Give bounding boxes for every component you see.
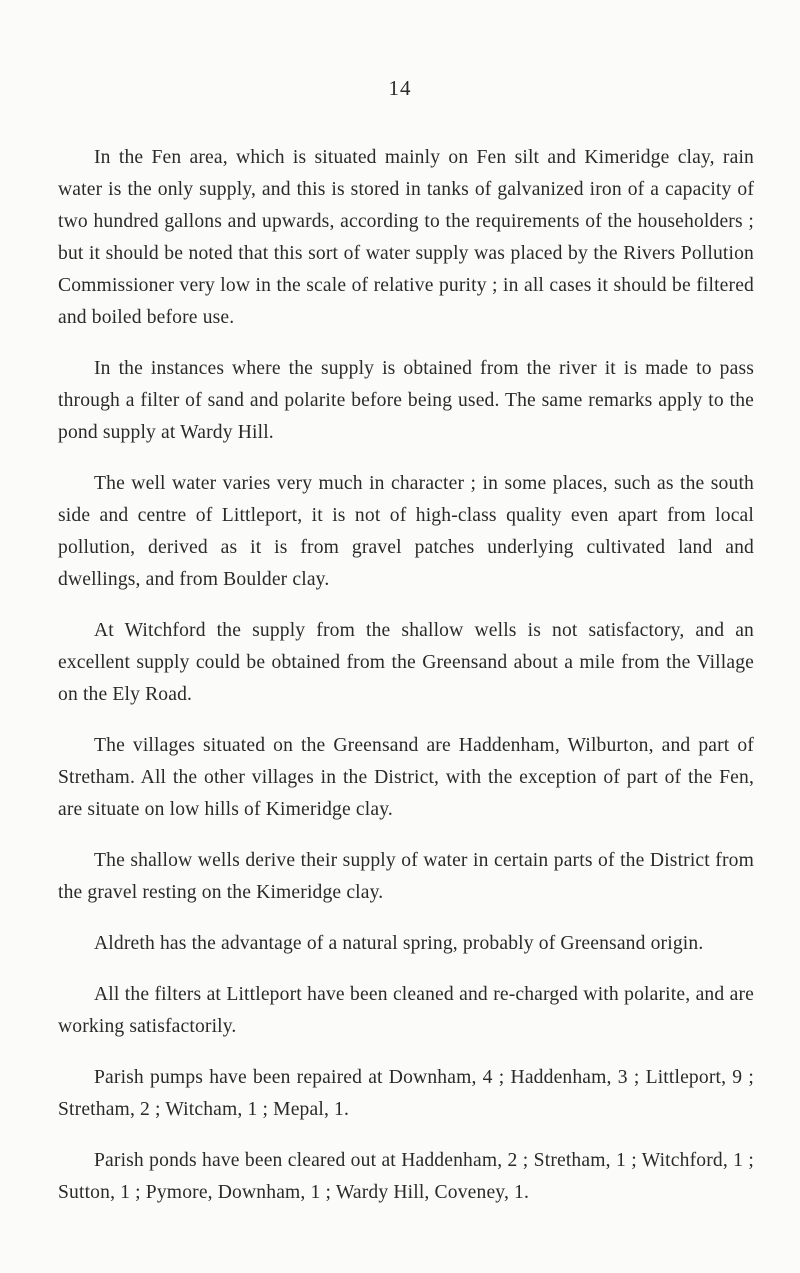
paragraph-witchford: At Witchford the supply from the shallow wells is not satisfactory, and an excellent supply could be obtained from the Greensand about a mile from the Village on the Ely Road.: [58, 620, 754, 705]
paragraph-parish-ponds: Parish ponds have been cleared out at Haddenham, 2 ; Stretham, 1 ; Witchford, 1 ; Sutton, 1 ; Pymore, Downham, 1 ; Wardy Hill, Coveney, 1.: [58, 1150, 754, 1203]
paragraph-filters: All the filters at Littleport have been cleaned and re-charged with polarite, and are working satisfactorily.: [58, 984, 754, 1037]
paragraph-river-supply: In the instances where the supply is obtained from the river it is made to pass through a filter of sand and polarite before being used. The same remarks apply to the pond supply at Wardy Hill.: [58, 358, 754, 443]
paragraph-parish-pumps: Parish pumps have been repaired at Downham, 4 ; Haddenham, 3 ; Littleport, 9 ; Stretham, 2 ; Witcham, 1 ; Mepal, 1.: [58, 1067, 754, 1120]
paragraph-well-water: The well water varies very much in character ; in some places, such as the south side and centre of Littleport, it is not of high-class quality even apart from local pollution, derived as it is from gravel patches underlying cultivated land and dwellings, and from Boulder clay.: [58, 473, 754, 590]
page-number: 14: [388, 76, 412, 100]
body-text: [58, 142, 754, 1228]
paragraph-fen-area: In the Fen area, which is situated mainly on Fen silt and Kimeridge clay, rain water is the only supply, and this is stored in tanks of galvanized iron of a capacity of two hundred gallons and upwards, according to the requirements of the householders ; but it should be noted that this sort of water supply was placed by the Rivers Pollution Commissioner very low in the scale of relative purity ; in all cases it should be filtered and boiled before use.: [58, 147, 754, 328]
paragraph-shallow-wells: The shallow wells derive their supply of water in certain parts of the District from the gravel resting on the Kimeridge clay.: [58, 850, 754, 903]
paragraph-aldreth: Aldreth has the advantage of a natural spring, probably of Greensand origin.: [94, 933, 704, 954]
paragraph-greensand-villages: The villages situated on the Greensand are Haddenham, Wilburton, and part of Stretham. All the other villages in the District, with the exception of part of the Fen, are situate on low hills of Kimeridge clay.: [58, 735, 754, 820]
